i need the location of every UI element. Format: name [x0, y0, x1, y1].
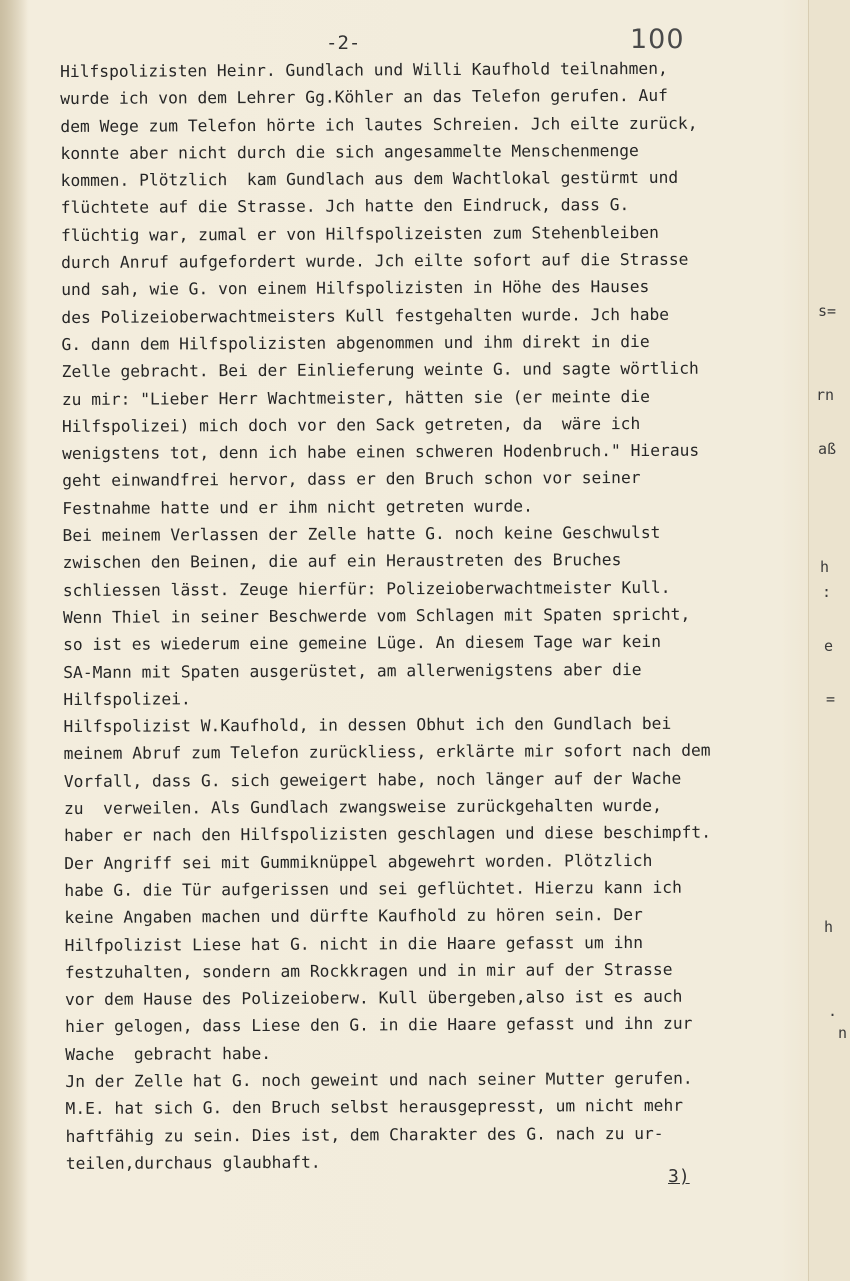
text-line: Bei meinem Verlassen der Zelle hatte G. noch keine Geschwulst [62, 522, 661, 546]
text-line: zu verweilen. Als Gundlach zwangsweise zurückgehalten wurde, [63, 795, 662, 819]
margin-fragment: . [828, 1002, 838, 1020]
text-line: Der Angriff sei mit Gummiknüppel abgewehrt worden. Plötzlich [64, 850, 653, 873]
page-number: -2- [326, 32, 361, 54]
text-line: teilen,durchaus glaubhaft. [65, 1152, 321, 1173]
text-line: wenigstens tot, denn ich habe einen schweren Hodenbruch." Hieraus [62, 440, 700, 464]
margin-fragment: rn [816, 386, 835, 404]
text-line: haber er nach den Hilfspolizisten geschlagen und diese beschimpft. [64, 822, 712, 846]
text-line: Hilfpolizist Liese hat G. nicht in die Haare gefasst um ihn [64, 932, 644, 955]
text-line: Jn der Zelle hat G. noch geweint und nach seiner Mutter gerufen. [65, 1068, 693, 1091]
margin-fragment: n [838, 1024, 848, 1042]
text-line: M.E. hat sich G. den Bruch selbst herausgepresst, um nicht mehr [65, 1096, 684, 1119]
text-line: G. dann dem Hilfspolizisten abgenommen und ihm direkt in die [61, 331, 650, 354]
text-line: Zelle gebracht. Bei der Einlieferung weinte G. und sagte wörtlich [61, 358, 699, 382]
text-line: habe G. die Tür aufgerissen und sei geflüchtet. Hierzu kann ich [64, 877, 682, 900]
binding-shadow [0, 0, 28, 1281]
text-line: so ist es wiederum eine gemeine Lüge. An diesem Tage war kein [63, 632, 662, 655]
text-line: vor dem Hause des Polizeioberw. Kull übergeben,also ist es auch [64, 986, 683, 1010]
footnote-reference: 3) [668, 1166, 690, 1187]
text-line: Vorfall, dass G. sich geweigert habe, noch länger auf der Wache [63, 768, 682, 791]
text-line: flüchtete auf die Strasse. Jch hatte den Eindruck, dass G. [60, 195, 630, 218]
text-line: durch Anruf aufgefordert wurde. Jch eilte sofort auf die Strasse [61, 249, 689, 273]
margin-fragment: : [822, 583, 832, 601]
text-line: zwischen den Beinen, die auf ein Heraustreten des Bruches [62, 550, 622, 573]
typed-body-text [60, 54, 826, 1177]
text-line: Hilfspolizei) mich doch vor den Sack getreten, da wäre ich [61, 413, 641, 436]
text-line: hier gelogen, dass Liese den G. in die Haare gefasst und ihn zur [65, 1014, 693, 1037]
text-line: SA-Mann mit Spaten ausgerüstet, am allerwenigstens aber die [63, 659, 642, 682]
handwritten-folio-number: 100 [630, 24, 685, 55]
text-line: schliessen lässt. Zeuge hierfür: Polizeioberwachtmeister Kull. [62, 577, 671, 600]
text-line: geht einwandfrei hervor, dass er den Bruch schon vor seiner [62, 468, 641, 491]
margin-fragment: h [824, 918, 834, 936]
margin-fragment: s= [818, 302, 837, 320]
text-line: konnte aber nicht durch die sich angesammelte Menschenmenge [60, 140, 639, 163]
text-line: meinem Abruf zum Telefon zurückliess, erklärte mir sofort nach dem [63, 741, 711, 764]
margin-fragment: aß [818, 440, 837, 458]
text-line: kommen. Plötzlich kam Gundlach aus dem Wachtlokal gestürmt und [60, 167, 679, 191]
margin-fragment: e [824, 637, 834, 655]
text-line: festzuhalten, sondern am Rockkragen und in mir auf der Strasse [64, 959, 673, 982]
text-line: dem Wege zum Telefon hörte ich lautes Schreien. Jch eilte zurück, [60, 113, 698, 136]
text-line: zu mir: "Lieber Herr Wachtmeister, hätten sie (er meinte die [61, 386, 650, 409]
text-line: wurde ich von dem Lehrer Gg.Köhler an das Telefon gerufen. Auf [60, 86, 668, 109]
text-line: Wache gebracht habe. [65, 1043, 272, 1064]
margin-fragment: = [826, 690, 836, 708]
text-line: Festnahme hatte und er ihm nicht getreten wurde. [62, 496, 533, 518]
text-line: Hilfspolizist W.Kaufhold, in dessen Obhut ich den Gundlach bei [63, 713, 672, 737]
text-line: haftfähig zu sein. Dies ist, dem Charakter des G. nach zu ur- [65, 1123, 664, 1146]
text-line: flüchtig war, zumal er von Hilfspolizeisten zum Stehenbleiben [60, 222, 659, 245]
text-line: und sah, wie G. von einem Hilfspolizisten in Höhe des Hauses [61, 277, 650, 300]
text-line: Hilfspolizei. [63, 689, 191, 709]
text-line: Wenn Thiel in seiner Beschwerde vom Schlagen mit Spaten spricht, [62, 604, 691, 627]
text-line: des Polizeioberwachtmeisters Kull festgehalten wurde. Jch habe [61, 304, 670, 327]
text-line: keine Angaben machen und dürfte Kaufhold zu hören sein. Der [64, 905, 643, 928]
margin-fragment: h [820, 558, 830, 576]
text-line: Hilfspolizisten Heinr. Gundlach und Willi Kaufhold teilnahmen, [60, 58, 668, 81]
